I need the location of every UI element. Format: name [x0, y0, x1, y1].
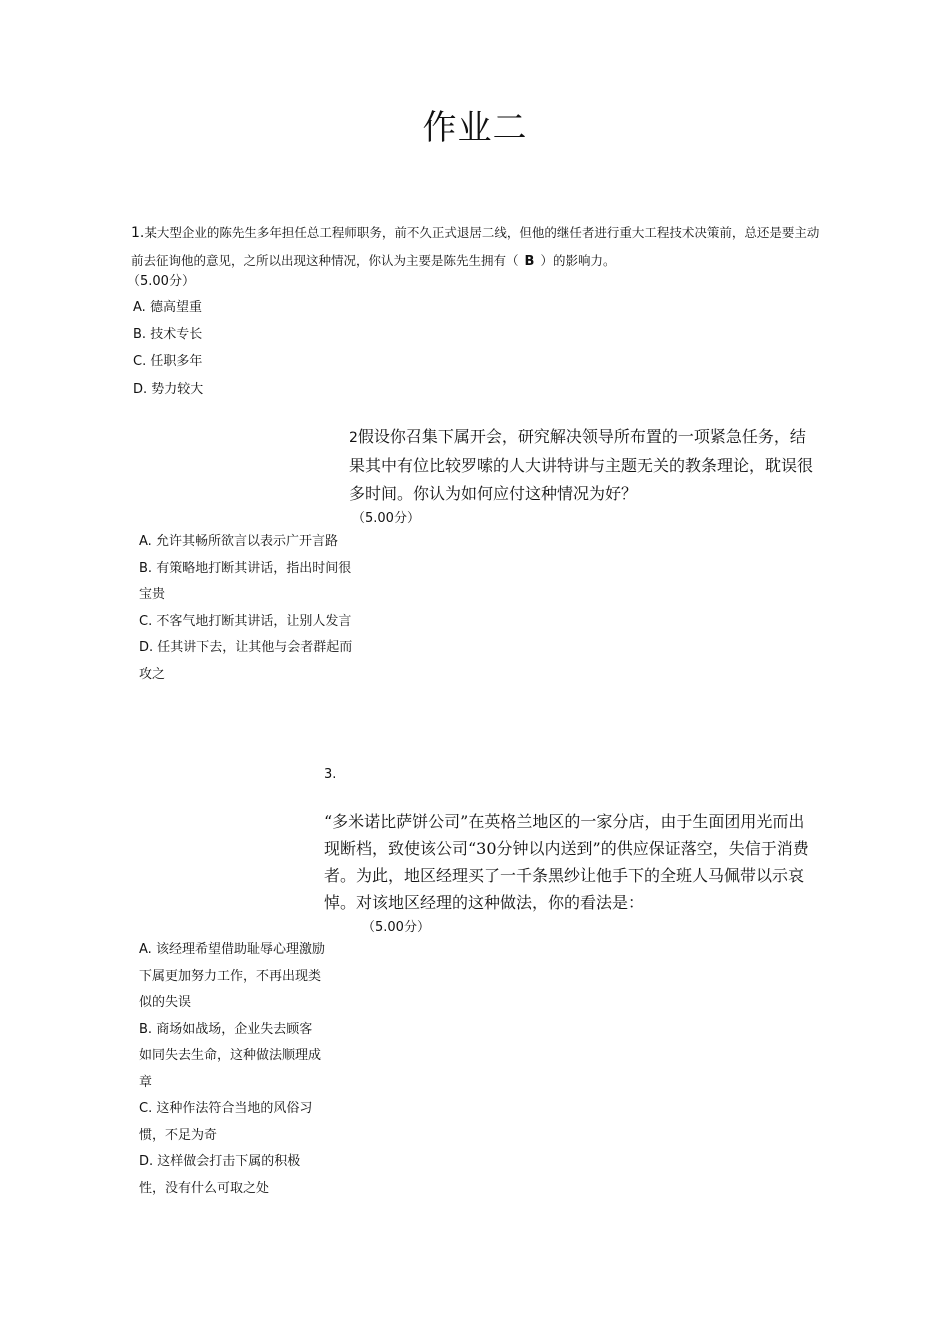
question-1-number: 1. [131, 225, 145, 241]
option-text: 该经理希望借助耻辱心理激励下属更加努力工作，不再出现类似的失误 [139, 942, 325, 1010]
option-text: 不客气地打断其讲话，让别人发言 [156, 613, 352, 629]
question-3-score: （5.00分） [362, 920, 430, 935]
question-3-option-b [139, 1017, 325, 1097]
question-2-number: 2 [349, 430, 358, 446]
option-text: 这样做会打击下属的积极性，没有什么可取之处 [139, 1154, 301, 1196]
option-label: B. [139, 560, 153, 576]
option-label: A. [139, 534, 152, 549]
option-label: D. [133, 382, 148, 397]
option-label: C. [139, 1101, 153, 1116]
question-3-option-d [139, 1149, 325, 1202]
question-2-option-d [139, 635, 355, 688]
question-1-option-c [133, 350, 202, 369]
question-1-score: （5.00分） [127, 274, 195, 289]
question-3-options [139, 937, 325, 1202]
option-label: C. [139, 613, 153, 629]
question-3-number: 3. [324, 767, 337, 782]
option-label: B. [133, 327, 147, 342]
question-2-option-c [139, 609, 355, 636]
question-3-text: “多米诺比萨饼公司”在英格兰地区的一家分店，由于生面团用光而出现断档，致使该公司“30分钟以内送到”的供应保证落空，失信于消费者。为此，地区经理买了一千条黑纱让他手下的全班人马佩带以示哀悼。对该地区经理的这种做法，你的看法是： [324, 812, 809, 912]
question-2-option-b [139, 556, 355, 609]
question-1-option-b [133, 323, 202, 342]
question-1-text [131, 219, 821, 275]
question-2-score: （5.00分） [352, 511, 420, 526]
option-text: 势力较大 [151, 382, 204, 397]
option-text: 有策略地打断其讲话，指出时间很宝贵 [139, 560, 352, 602]
question-3-option-c [139, 1096, 325, 1149]
option-label: A. [139, 942, 152, 957]
question-2-text [349, 423, 819, 508]
option-label: A. [133, 300, 146, 315]
document-title: 作业二 [422, 108, 528, 148]
option-text: 商场如战场，企业失去顾客如同失去生命，这种做法顺理成章 [139, 1021, 322, 1090]
option-label: B. [139, 1021, 153, 1037]
option-label: D. [139, 1154, 154, 1169]
option-text: 允许其畅所欲言以表示广开言路 [155, 534, 338, 549]
question-2-stem: 假设你召集下属开会，研究解决领导所布置的一项紧急任务，结果其中有位比较罗嗦的人大讲特讲与主题无关的教条理论，耽误很多时间。你认为如何应付这种情况为好？ [349, 427, 814, 503]
question-1-stem: 某大型企业的陈先生多年担任总工程师职务，前不久正式退居二线，但他的继任者进行重大工程技术决策前，总还是要主动前去征询他的意见，之所以出现这种情况，你认为主要是陈先生拥有（ [131, 225, 820, 268]
question-2-option-a [139, 529, 355, 556]
question-1-option-d [133, 378, 203, 397]
option-text: 任职多年 [150, 354, 203, 369]
option-text: 这种作法符合当地的风俗习惯，不足为奇 [139, 1101, 313, 1143]
option-text: 任其讲下去，让其他与会者群起而攻之 [139, 640, 353, 682]
option-text: 德高望重 [149, 300, 202, 315]
option-label: C. [133, 354, 147, 369]
option-text: 技术专长 [150, 327, 203, 342]
question-3-option-a [139, 937, 325, 1017]
question-1-answer: B [524, 254, 535, 269]
option-label: D. [139, 640, 154, 655]
question-1-stem-end: ）的影响力。 [540, 253, 616, 268]
question-2-options [139, 529, 355, 688]
question-1-option-a [133, 296, 202, 315]
